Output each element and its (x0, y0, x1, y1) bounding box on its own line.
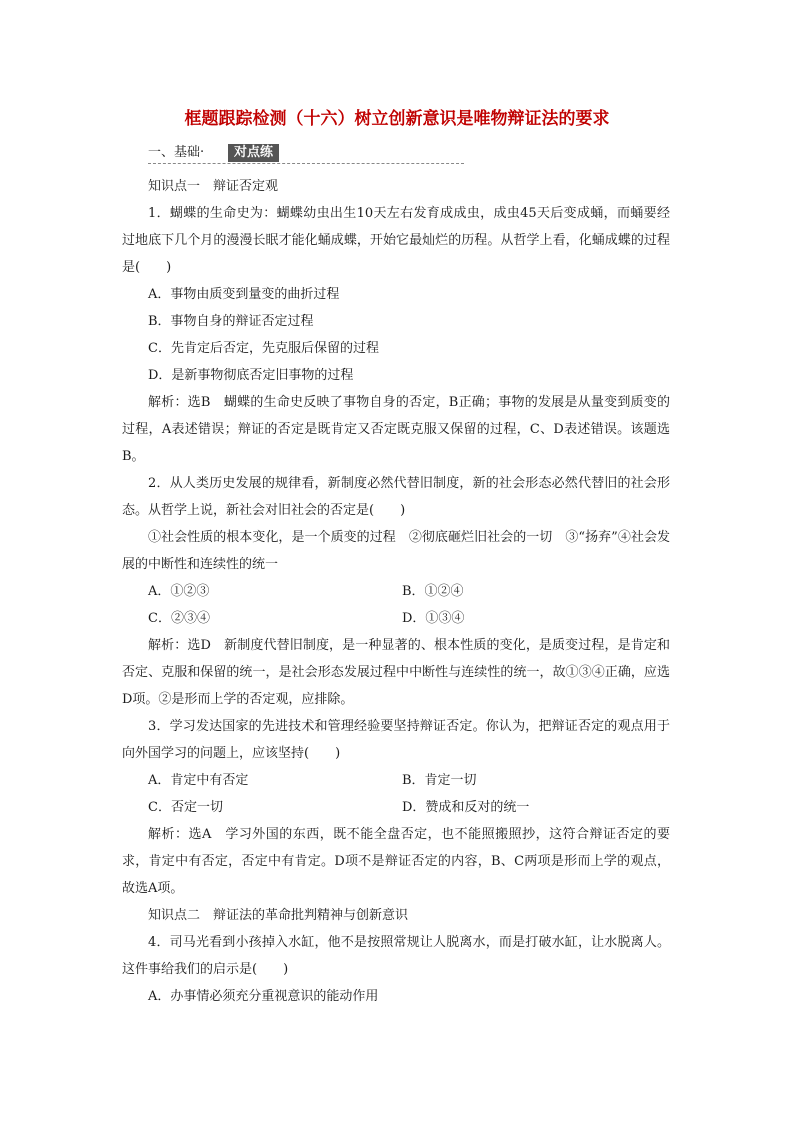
question-3-stem: 3．学习发达国家的先进技术和管理经验要坚持辩证否定。你认为，把辩证否定的观点用于向外国学习的问题上，应该坚持( ) (122, 719, 670, 761)
question-2-option-a: A．①②③ (148, 584, 210, 599)
question-1-option-d: D．是新事物彻底否定旧事物的过程 (148, 368, 354, 383)
question-2-stem: 2．从人类历史发展的规律看，新制度必然代替旧制度，新的社会形态必然代替旧的社会形态。从哲学上说，新社会对旧社会的否定是( ) (122, 476, 670, 518)
question-3-option-d: D．赞成和反对的统一 (402, 800, 530, 815)
question-3-option-b: B．肯定一切 (402, 773, 477, 788)
section-divider (148, 163, 464, 164)
question-4-stem: 4．司马光看到小孩掉入水缸，他不是按照常规让人脱离水，而是打破水缸，让水脱离人。这件事给我们的启示是( ) (122, 935, 670, 977)
question-1-analysis: 解析：选B 蝴蝶的生命史反映了事物自身的否定，B正确；事物的发展是从量变到质变的过程，A表述错误；辩证的否定是既肯定又否定既克服又保留的过程，C、D表述错误。该题选B。 (122, 395, 670, 464)
question-2-option-d: D．①③④ (402, 611, 465, 626)
question-1-stem: 1．蝴蝶的生命史为：蝴蝶幼虫出生10天左右发育成成虫，成虫45天后变成蛹，而蛹要经过地底下几个月的漫漫长眠才能化蛹成蝶，开始它最灿烂的历程。从哲学上看，化蛹成蝶的过程是( ) (122, 206, 670, 275)
question-3-option-c: C．否定一切 (148, 800, 223, 815)
section-label: 一、基础· (148, 145, 205, 160)
document-title: 框题跟踪检测（十六）树立创新意识是唯物辩证法的要求 (184, 109, 610, 129)
question-2-analysis: 解析：选D 新制度代替旧制度，是一种显著的、根本性质的变化，是质变过程，是肯定和否定、克服和保留的统一，是社会形态发展过程中中断性与连续性的统一，故①③④正确，应选D项。②是形而上学的否定观，应排除。 (122, 638, 670, 707)
question-2-option-c: C．②③④ (148, 611, 210, 626)
question-1-option-b: B．事物自身的辩证否定过程 (148, 314, 314, 329)
question-2-options-row-2 (122, 605, 670, 632)
knowledge-point-heading: 知识点二 辩证法的革命批判精神与创新意识 (148, 908, 409, 923)
knowledge-point-heading: 知识点一 辩证否定观 (148, 179, 279, 194)
question-3-analysis: 解析：选A 学习外国的东西，既不能全盘否定，也不能照搬照抄，这符合辩证否定的要求，肯定中有否定，否定中有肯定。D项不是辩证否定的内容，B、C两项是形而上学的观点，故选A项。 (122, 827, 670, 896)
question-2-items: ①社会性质的根本变化，是一个质变的过程 ②彻底砸烂旧社会的一切 ③“扬弃”④社会发展的中断性和连续性的统一 (122, 530, 670, 572)
question-2-options-row-1 (122, 578, 670, 605)
document-body (122, 173, 670, 1010)
question-1-option-c: C．先肯定后否定，先克服后保留的过程 (148, 341, 379, 356)
question-3-options-row-1 (122, 767, 670, 794)
section-badge: 对点练 (228, 144, 279, 162)
question-1-option-a: A．事物由质变到量变的曲折过程 (148, 287, 340, 302)
question-2-option-b: B．①②④ (402, 584, 464, 599)
question-3-option-a: A．肯定中有否定 (148, 773, 249, 788)
question-3-options-row-2 (122, 794, 670, 821)
question-4-option-a: A．办事情必须充分重视意识的能动作用 (148, 989, 379, 1004)
section-header (148, 144, 464, 164)
